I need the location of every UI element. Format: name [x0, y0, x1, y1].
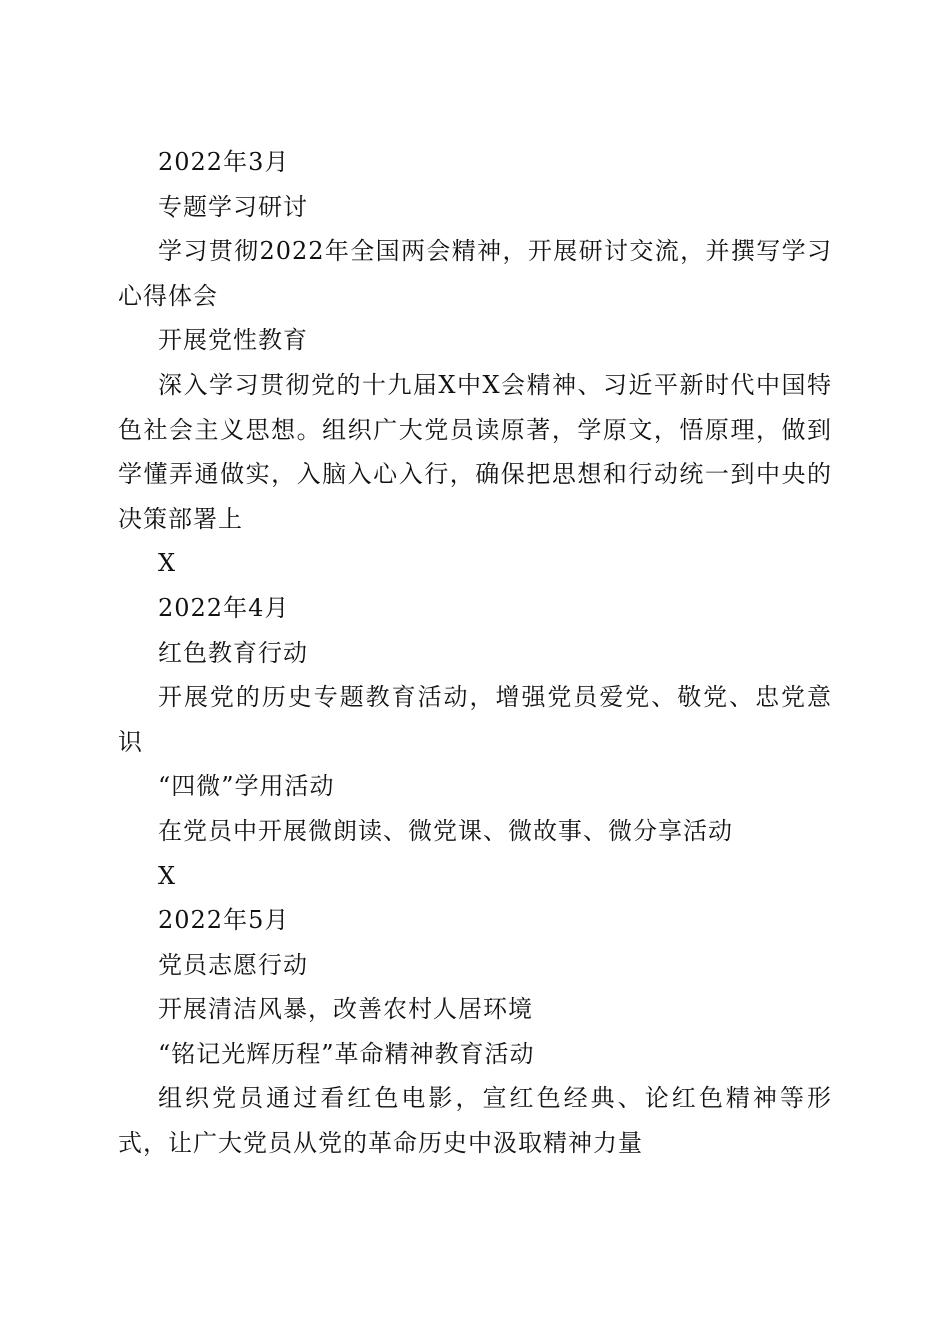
month-heading-april: 2022年4月 — [158, 593, 290, 622]
placeholder-marker: X — [158, 549, 177, 578]
activity-description: 开展清洁风暴，改善农村人居环境 — [158, 995, 533, 1024]
activity-title: “四微”学用活动 — [158, 772, 335, 801]
activity-description: 学习贯彻2022年全国两会精神，开展研讨交流，并撰写学习心得体会 — [118, 237, 832, 310]
month-heading-march: 2022年3月 — [158, 148, 290, 176]
activity-description: 在党员中开展微朗读、微党课、微故事、微分享活动 — [158, 816, 733, 845]
activity-title: 党员志愿行动 — [158, 950, 308, 979]
activity-description: 组织党员通过看红色电影，宣红色经典、论红色精神等形式，让广大党员从党的革命历史中汲取精神力量 — [118, 1084, 832, 1158]
activity-title: 开展党性教育 — [158, 326, 308, 355]
activity-description: 开展党的历史专题教育活动，增强党员爱党、敬党、忠党意识 — [118, 683, 832, 756]
activity-description: 深入学习贯彻党的十九届X中X会精神、习近平新时代中国特色社会主义思想。组织广大党员读原著，学原文，悟原理，做到学懂弄通做实，入脑入心入行，确保把思想和行动统一到中央的决策部署上 — [118, 370, 832, 533]
activity-title: 专题学习研讨 — [158, 192, 308, 221]
month-heading-may: 2022年5月 — [158, 906, 290, 935]
placeholder-marker: X — [158, 861, 177, 890]
document-body — [118, 140, 832, 1166]
activity-title: “铭记光辉历程”革命精神教育活动 — [158, 1039, 535, 1068]
activity-title: 红色教育行动 — [158, 638, 308, 667]
